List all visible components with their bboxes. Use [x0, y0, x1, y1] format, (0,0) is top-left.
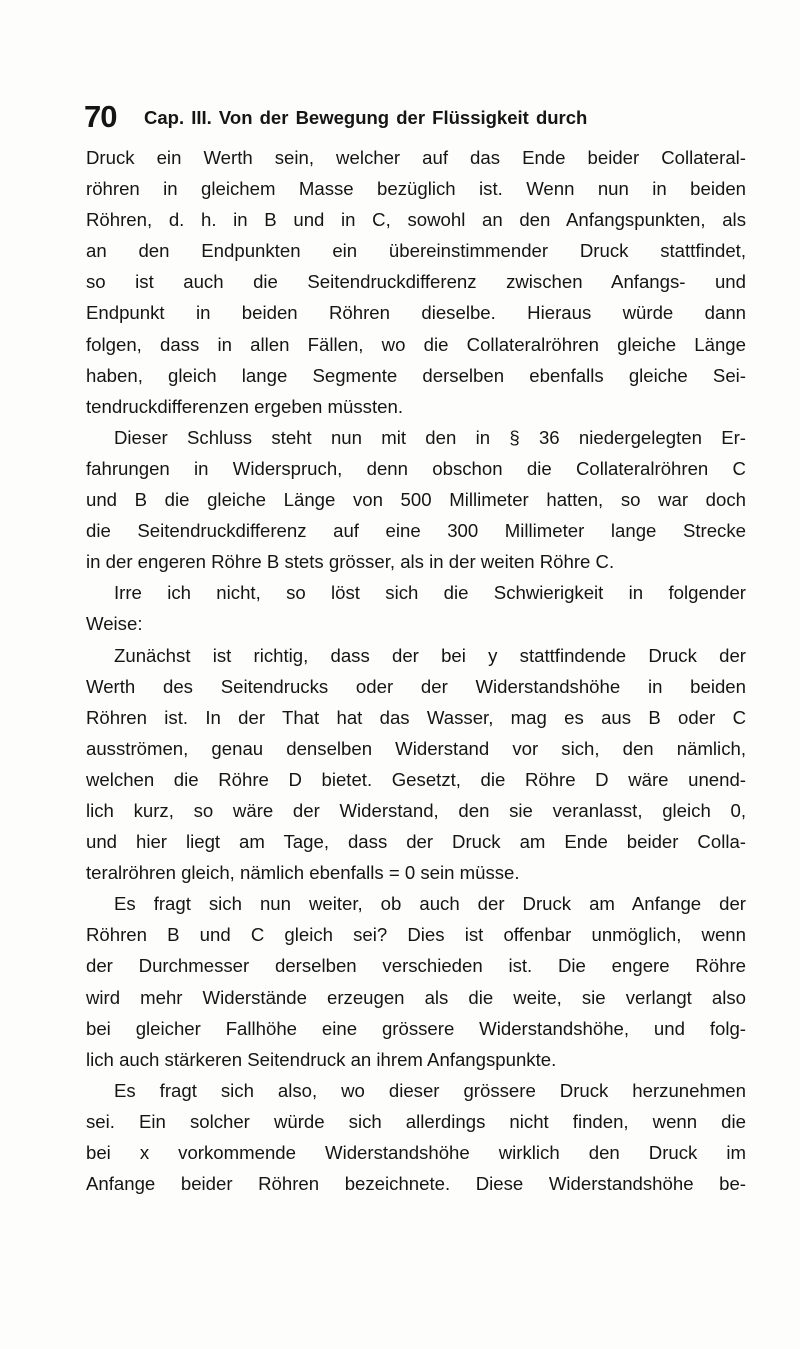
text-line: wird mehr Widerstände erzeugen als die weite, sie verlangt also [86, 986, 746, 1008]
text-line: Dieser Schluss steht nun mit den in § 36 niedergelegten Er- [114, 426, 746, 448]
text-line: folgen, dass in allen Fällen, wo die Collateralröhren gleiche Länge [86, 333, 746, 355]
text-line: und hier liegt am Tage, dass der Druck am Ende beider Colla- [86, 831, 746, 853]
text-line: sei. Ein solcher würde sich allerdings nicht finden, wenn die [86, 1110, 746, 1132]
text-line: lich kurz, so wäre der Widerstand, den sie veranlasst, gleich 0, [86, 799, 746, 821]
text-line: röhren in gleichem Masse bezüglich ist. Wenn nun in beiden [86, 178, 746, 200]
text-line: der Durchmesser derselben verschieden ist. Die engere Röhre [86, 955, 746, 977]
text-line: Röhren, d. h. in B und in C, sowohl an den Anfangspunkten, als [86, 209, 746, 231]
text-line: Röhren ist. In der That hat das Wasser, mag es aus B oder C [86, 706, 746, 728]
page-number: 70 [84, 99, 117, 134]
text-line: die Seitendruckdifferenz auf eine 300 Millimeter lange Strecke [86, 520, 746, 542]
body-text [86, 142, 746, 1199]
text-line: bei x vorkommende Widerstandshöhe wirklich den Druck im [86, 1142, 746, 1163]
text-line: in der engeren Röhre B stets grösser, als in der weiten Röhre C. [86, 551, 615, 573]
text-line: Es fragt sich nun weiter, ob auch der Druck am Anfange der [114, 893, 746, 915]
text-line: und B die gleiche Länge von 500 Millimeter hatten, so war doch [86, 489, 746, 511]
running-head [84, 100, 704, 140]
running-title: Cap. III. Von der Bewegung der Flüssigkeit durch [144, 107, 588, 128]
text-line: Endpunkt in beiden Röhren dieselbe. Hieraus würde dann [86, 302, 746, 324]
text-line: teralröhren gleich, nämlich ebenfalls = 0 sein müsse. [86, 862, 520, 884]
text-line: lich auch stärkeren Seitendruck an ihrem Anfangspunkte. [86, 1048, 557, 1070]
text-line: haben, gleich lange Segmente derselben ebenfalls gleiche Sei- [86, 364, 746, 386]
text-line: fahrungen in Widerspruch, denn obschon die Collateralröhren C [86, 457, 746, 479]
text-line: welchen die Röhre D bietet. Gesetzt, die Röhre D wäre unend- [86, 768, 746, 790]
text-line: Druck ein Werth sein, welcher auf das Ende beider Collateral- [86, 147, 746, 168]
text-line: an den Endpunkten ein übereinstimmender Druck stattfindet, [86, 240, 746, 262]
text-line: Werth des Seitendrucks oder der Widerstandshöhe in beiden [86, 675, 746, 697]
text-line: Zunächst ist richtig, dass der bei y stattfindende Druck der [114, 644, 746, 666]
text-line: bei gleicher Fallhöhe eine grössere Widerstandshöhe, und folg- [86, 1017, 746, 1039]
text-line: Irre ich nicht, so löst sich die Schwierigkeit in folgender [114, 582, 746, 604]
text-line: so ist auch die Seitendruckdifferenz zwischen Anfangs- und [86, 271, 746, 293]
text-line: Röhren B und C gleich sei? Dies ist offenbar unmöglich, wenn [86, 924, 746, 946]
text-line: Weise: [86, 613, 143, 635]
text-line: tendruckdifferenzen ergeben müssten. [86, 395, 403, 417]
text-line: Es fragt sich also, wo dieser grössere Druck herzunehmen [114, 1079, 746, 1101]
text-line: ausströmen, genau denselben Widerstand vor sich, den nämlich, [86, 737, 746, 759]
text-line: Anfange beider Röhren bezeichnete. Diese Widerstandshöhe be- [86, 1173, 746, 1195]
